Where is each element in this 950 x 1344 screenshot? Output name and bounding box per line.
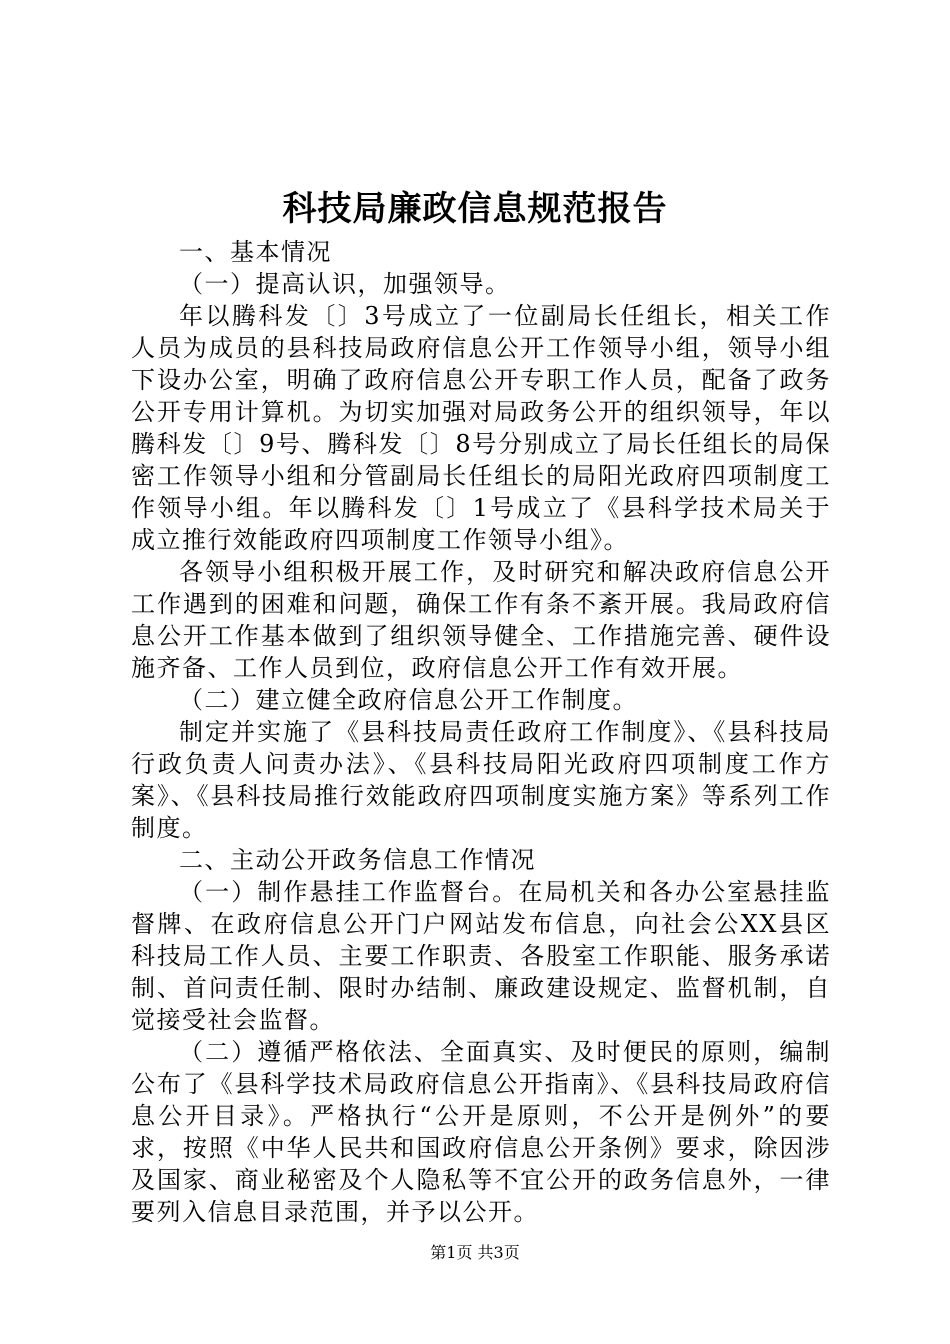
document-title: 科技局廉政信息规范报告 <box>282 189 668 229</box>
page-number: 第1页 共3页 <box>430 1243 520 1262</box>
body-paragraph: （一）制作悬挂工作监督台。在局机关和各办公室悬挂监督牌、在政府信息公开门户网站发布信息，向社会公XX县区科技局工作人员、主要工作职责、各股室工作职能、服务承诺制、首问责任制、限时办结制、廉政建设规定、监督机制，自觉接受社会监督。 <box>131 878 831 1034</box>
document-body <box>131 236 831 1228</box>
body-paragraph: 年以腾科发〔〕3号成立了一位副局长任组长，相关工作人员为成员的县科技局政府信息公开工作领导小组，领导小组下设办公室，明确了政府信息公开专职工作人员，配备了政务公开专用计算机。为切实加强对局政务公开的组织领导，年以腾科发〔〕9号、腾科发〔〕8号分别成立了局长任组长的局保密工作领导小组和分管副局长任组长的局阳光政府四项制度工作领导小组。年以腾科发〔〕1号成立了《县科学技术局关于成立推行效能政府四项制度工作领导小组》。 <box>131 302 831 554</box>
section-heading-disclosure: 二、主动公开政务信息工作情况 <box>179 846 536 874</box>
body-paragraph: 制定并实施了《县科技局责任政府工作制度》、《县科技局行政负责人问责办法》、《县科技局阳光政府四项制度工作方案》、《县科技局推行效能政府四项制度实施方案》等系列工作制度。 <box>131 718 831 842</box>
subsection-heading-system: （二）建立健全政府信息公开工作制度。 <box>179 686 638 714</box>
body-paragraph: 各领导小组积极开展工作，及时研究和解决政府信息公开工作遇到的困难和问题，确保工作有条不紊开展。我局政府信息公开工作基本做到了组织领导健全、工作措施完善、硬件设施齐备、工作人员到位，政府信息公开工作有效开展。 <box>131 558 831 682</box>
body-paragraph: （二）遵循严格依法、全面真实、及时便民的原则，编制公布了《县科学技术局政府信息公开指南》、《县科技局政府信息公开目录》。严格执行“公开是原则，不公开是例外”的要求，按照《中华人民共和国政府信息公开条例》要求，除因涉及国家、商业秘密及个人隐私等不宜公开的政务信息外，一律要列入信息目录范围，并予以公开。 <box>131 1038 831 1226</box>
section-heading-basic: 一、基本情况 <box>179 238 332 266</box>
subsection-heading-leadership: （一）提高认识，加强领导。 <box>179 270 511 298</box>
